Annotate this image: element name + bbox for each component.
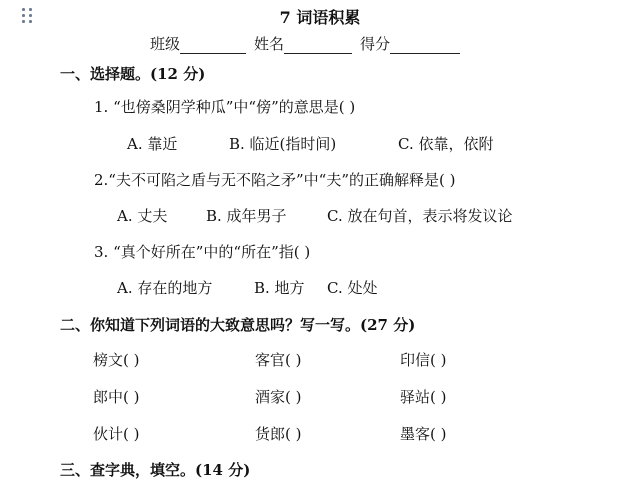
vocab-item bbox=[93, 423, 140, 444]
score-label: 得分 bbox=[360, 35, 391, 53]
q1-option-c: C. 依靠，依附 bbox=[398, 135, 494, 153]
question-2: 2.“夫不可陷之盾与无不陷之矛”中“夫”的正确解释是( ) bbox=[94, 171, 456, 189]
score-input-line[interactable] bbox=[390, 39, 460, 54]
vocab-word: 酒家 bbox=[255, 388, 286, 406]
answer-blank[interactable]: ( ) bbox=[285, 351, 302, 369]
vocab-item bbox=[400, 423, 447, 444]
vocab-word: 榜文 bbox=[93, 351, 124, 369]
q2-option-a: A. 丈夫 bbox=[117, 207, 168, 225]
vocab-word: 印信 bbox=[400, 351, 431, 369]
q3-option-b: B. 地方 bbox=[254, 279, 305, 297]
answer-blank[interactable]: ( ) bbox=[123, 425, 140, 443]
q1-option-b: B. 临近(指时间) bbox=[229, 135, 337, 153]
answer-blank[interactable]: ( ) bbox=[430, 351, 447, 369]
vocab-word: 墨客 bbox=[400, 425, 431, 443]
vocab-item bbox=[93, 386, 140, 407]
q3-option-a: A. 存在的地方 bbox=[117, 279, 213, 297]
q2-option-b: B. 成年男子 bbox=[206, 207, 287, 225]
answer-blank[interactable]: ( ) bbox=[430, 388, 447, 406]
answer-blank[interactable]: ( ) bbox=[123, 351, 140, 369]
vocab-word: 伙计 bbox=[93, 425, 124, 443]
q3-option-c: C. 处处 bbox=[327, 279, 378, 297]
question-1: 1. “也傍桑阴学种瓜”中“傍”的意思是( ) bbox=[94, 98, 356, 116]
vocab-item bbox=[400, 349, 447, 370]
vocab-item bbox=[255, 423, 302, 444]
q1-option-a: A. 靠近 bbox=[127, 135, 178, 153]
vocab-item bbox=[93, 349, 140, 370]
class-input-line[interactable] bbox=[180, 39, 246, 54]
name-label: 姓名 bbox=[254, 35, 285, 53]
student-info-fields bbox=[150, 33, 468, 54]
section-1-heading: 一、选择题。(12 分) bbox=[60, 65, 206, 83]
vocab-word: 货郎 bbox=[255, 425, 286, 443]
name-input-line[interactable] bbox=[284, 39, 352, 54]
class-label: 班级 bbox=[150, 35, 181, 53]
vocab-item bbox=[255, 349, 302, 370]
section-2-heading: 二、你知道下列词语的大致意思吗？写一写。(27 分) bbox=[60, 316, 416, 334]
vocab-item bbox=[400, 386, 447, 407]
answer-blank[interactable]: ( ) bbox=[123, 388, 140, 406]
vocab-word: 驿站 bbox=[400, 388, 431, 406]
answer-blank[interactable]: ( ) bbox=[285, 388, 302, 406]
worksheet-title: 7 词语积累 bbox=[279, 8, 361, 27]
vocab-word: 郎中 bbox=[93, 388, 124, 406]
section-3-heading: 三、查字典，填空。(14 分) bbox=[60, 461, 251, 479]
answer-blank[interactable]: ( ) bbox=[430, 425, 447, 443]
vocab-word: 客官 bbox=[255, 351, 286, 369]
vocab-item bbox=[255, 386, 302, 407]
answer-blank[interactable]: ( ) bbox=[285, 425, 302, 443]
q2-option-c: C. 放在句首，表示将发议论 bbox=[327, 207, 513, 225]
question-3: 3. “真个好所在”中的“所在”指( ) bbox=[94, 243, 311, 261]
